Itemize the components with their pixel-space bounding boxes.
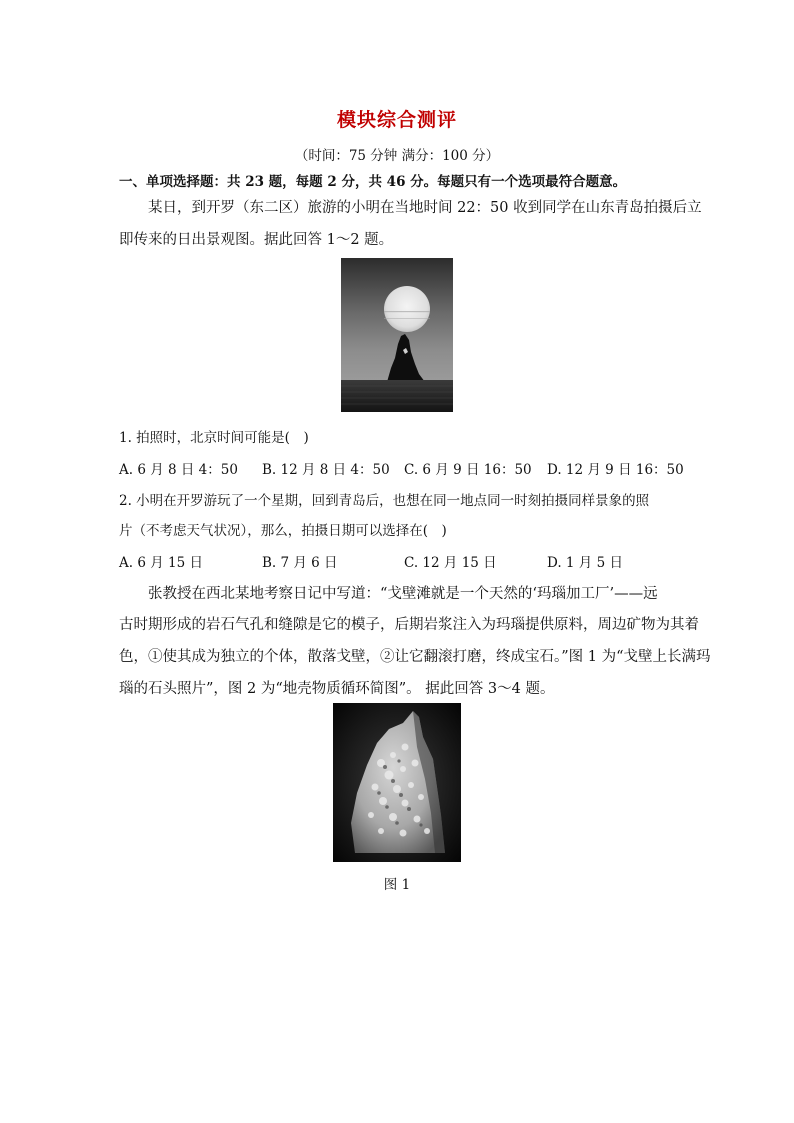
- page-title: 模块综合测评: [336, 109, 457, 131]
- intro1-line2: 即传来的日出景观图。据此回答 1～2 题。: [119, 232, 394, 248]
- agate-rock-photo: [333, 703, 461, 862]
- question-2-option-c: C. 12 月 15 日: [404, 555, 497, 571]
- question-1-option-d: D. 12 月 9 日 16：50: [547, 462, 684, 478]
- intro2-line2: 古时期形成的岩石气孔和缝隙是它的模子，后期岩浆注入为玛瑙提供原料，周边矿物为其着: [119, 617, 699, 633]
- question-1-option-a: A. 6 月 8 日 4：50: [119, 462, 238, 478]
- intro2-line1: 张教授在西北某地考察日记中写道：“戈壁滩就是一个天然的‘玛瑙加工厂’——远: [148, 586, 658, 602]
- figure-1-caption: 图 1: [383, 877, 411, 893]
- question-1-option-b: B. 12 月 8 日 4：50: [262, 462, 390, 478]
- question-1-option-c: C. 6 月 9 日 16：50: [404, 462, 532, 478]
- question-2-stem-line2: 片（不考虑天气状况），那么，拍摄日期可以选择在( ): [119, 523, 447, 539]
- intro1-line1: 某日，到开罗（东二区）旅游的小明在当地时间 22：50 收到同学在山东青岛拍摄后立: [148, 200, 702, 216]
- sunrise-photo: [341, 258, 453, 412]
- question-2-option-d: D. 1 月 5 日: [547, 555, 623, 571]
- question-2-option-a: A. 6 月 15 日: [119, 555, 203, 571]
- question-2-stem-line1: 2. 小明在开罗游玩了一个星期，回到青岛后，也想在同一地点同一时刻拍摄同样景象的照: [119, 493, 650, 509]
- intro2-line3: 色，①使其成为独立的个体，散落戈壁，②让它翻滚打磨，终成宝石。”图 1 为“戈壁上长满玛: [119, 649, 711, 665]
- intro2-line4: 瑙的石头照片”，图 2 为“地壳物质循环简图”。 据此回答 3～4 题。: [119, 681, 555, 697]
- question-1-stem: 1. 拍照时，北京时间可能是( ): [119, 430, 309, 446]
- question-2-option-b: B. 7 月 6 日: [262, 555, 338, 571]
- section-heading: 一、单项选择题：共 23 题，每题 2 分，共 46 分。每题只有一个选项最符合题意。: [119, 174, 627, 190]
- exam-info: （时间：75 分钟 满分：100 分）: [294, 148, 500, 164]
